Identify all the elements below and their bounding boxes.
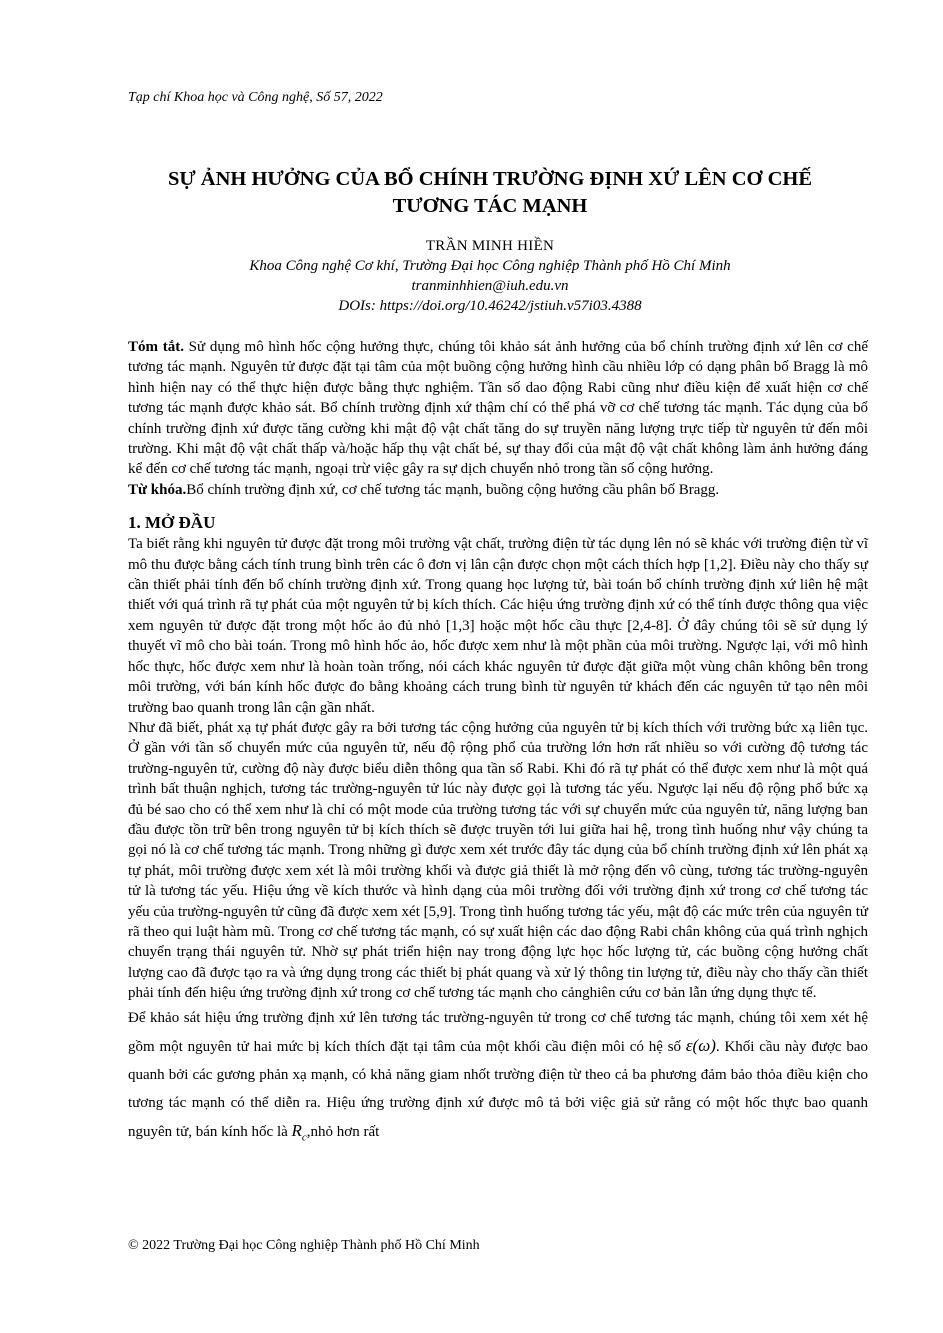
author-affiliation: Khoa Công nghệ Cơ khí, Trường Đại học Công nghiệp Thành phố Hồ Chí Minh — [249, 258, 731, 274]
paragraph-2: Như đã biết, phát xạ tự phát được gây ra bởi tương tác cộng hưởng của nguyên tử bị kích thích với trường bức xạ liên tục. Ở gần với tần số chuyển mức của nguyên tử, nếu độ rộng phổ của trường lớn hơn rất nhiều so với cường độ tương tác trường-nguyên tử, cường độ này được biểu diễn thông qua tần số Rabi. Khi đó rã tự phát có thể được xem như là một quá trình bất thuận nghịch, tương tác trường-nguyên tử lúc này được gọi là tương tác yếu. Ngược lại nếu độ rộng phổ bức xạ đủ bé sao cho có thể xem như là chỉ có một mode của trường tương tác với sự chuyển mức của nguyên tử, năng lượng ban đầu được tồn trữ bên trong nguyên tử bị kích thích sẽ được truyền tới lui giữa hai hệ, trong tình huống như vậy chúng ta gọi nó là cơ chế tương tác mạnh. Trong những gì được xem xét trước đây tác dụng của bổ chính trường định xứ lên phát xạ tự phát, môi trường được xem xét là môi trường khối và được giả thiết là mở rộng đến vô cùng, tương tác trường-nguyên tử là tương tác yếu. Hiệu ứng về kích thước và hình dạng của môi trường đối với trường định xứ trong cơ chế tương tác yếu của trường-nguyên tử cũng đã được xem xét [5,9]. Trong tình huống tương tác yếu, mật độ các mức trên của nguyên tử rã theo qui luật hàm mũ. Trong cơ chế tương tác mạnh, có sự xuất hiện các dao động Rabi chân không của quá trình nghịch chuyển trạng thái nguyên tử. Nhờ sự phát triển hiện nay trong động lực học hốc lượng tử, các buồng cộng hưởng chất lượng cao đã được tạo ra và ứng dụng trong các thiết bị phát quang và xử lý thông tin lượng tử, điều này cho thấy cần thiết phải tính đến hiệu ứng trường định xứ trong cơ chế tương tác mạnh cho cảnghiên cứu cơ bản lẫn ứng dụng thực tế. — [128, 719, 868, 1002]
paragraph-3-part-c: ,nhỏ hơn rất — [306, 1123, 380, 1140]
abstract-label: Tóm tắt. — [128, 339, 184, 355]
paragraph-3-part-b: . Khối cầu này được bao quanh bởi các gương phản xạ mạnh, có khả năng giam nhốt trường điện từ theo cả ba phương đảm bảo thỏa điều kiện cho tương tác mạnh có thể diễn ra. Hiệu ứng trường định xứ được mô tả bởi việc giả sử rằng có một hốc thực bao quanh nguyên tử, bán kính hốc là — [128, 1038, 869, 1140]
title-line-1: SỰ ẢNH HƯỞNG CỦA BỔ CHÍNH TRƯỜNG ĐỊNH XỨ LÊN CƠ CHẾ — [167, 168, 813, 190]
paragraph-3-part-a: Để khảo sát hiệu ứng trường định xứ lên tương tác trường-nguyên tử trong cơ chế tương tác mạnh, chúng tôi xem xét hệ gồm một nguyên tử hai mức bị kích thích đặt tại tâm của một khối cầu điện môi có hệ số — [128, 1009, 868, 1055]
paragraph-1: Ta biết rằng khi nguyên tử được đặt trong môi trường vật chất, trường điện từ tác dụng lên nó sẽ khác với trường điện từ vĩ mô thu được bằng cách tính trung bình trên các ô đơn vị lân cận được chọn một cách thích hợp [1,2]. Điều này cho thấy sự cần thiết phải tính đến bổ chính trường định xứ. Trong quang học lượng tử, bài toán bổ chính trường định xứ liên hệ mật thiết với quá trình rã tự phát của một nguyên tử bị kích thích. Các hiệu ứng trường định xứ có thể tính được thông qua việc xem nguyên tử được đặt trong một hốc ảo đủ nhỏ [1,3] hoặc một hốc cầu thực [2,4-8]. Ở đây chúng tôi sẽ sử dụng lý thuyết vĩ mô cho bài toán. Trong mô hình hốc ảo, hốc được xem như là một phần của môi trường. Ngược lại, với mô hình hốc thực, hốc được xem như là hoàn toàn trống, nói cách khác nguyên tử được đặt giữa một vùng chân không bên trong môi trường, với bán kính hốc được đo bằng khoảng cách trung bình từ nguyên tử khách đến các nguyên tử tạo nên môi trường bao quanh trong lân cận gần nhất. — [128, 536, 868, 716]
section-heading: 1. MỞ ĐẦU — [128, 513, 216, 533]
epsilon-omega-math: ε(ω) — [685, 1035, 716, 1055]
keywords-label: Từ khóa. — [128, 481, 187, 498]
keywords-text: Bổ chính trường định xứ, cơ chế tương tác mạnh, buồng cộng hưởng cầu phân bố Bragg. — [186, 481, 720, 498]
keywords — [128, 480, 868, 500]
abstract-text: Sử dụng mô hình hốc cộng hưởng thực, chúng tôi khảo sát ảnh hưởng của bổ chính trường định xứ lên cơ chế tương tác mạnh. Nguyên tử được đặt tại tâm của một buồng cộng hưởng hình cầu nhiều lớp có dạng phân bố Bragg là mô hình hiện nay có thể thực hiện được bằng thực nghiệm. Tần số dao động Rabi cũng như điều kiện để xuất hiện cơ chế tương tác mạnh được khảo sát. Bổ chính trường định xứ thậm chí có thể phá vỡ cơ chế tương tác mạnh. Tác dụng của bổ chính trường định xứ được tăng cường khi mật độ vật chất tăng do sự truyền năng lượng trực tiếp từ nguyên tử đến môi trường. Khi mật độ vật chất thấp và/hoặc hấp thụ vật chất bé, sự thay đổi của mật độ vật chất không làm ảnh hưởng đáng kể đến cơ chế tương tác mạnh, ngoại trừ việc gây ra sự dịch chuyển nhỏ trong tần số cộng hưởng. — [128, 339, 868, 478]
doi-link: DOIs: https://doi.org/10.46242/jstiuh.v57i03.4388 — [338, 298, 642, 314]
journal-header: Tạp chí Khoa học và Công nghệ, Số 57, 2022 — [128, 90, 383, 105]
cavity-radius-sub: c — [301, 1130, 307, 1143]
author-email: tranminhhien@iuh.edu.vn — [411, 278, 569, 294]
title-line-2: TƯƠNG TÁC MẠNH — [392, 195, 588, 217]
cavity-radius-math: $R_c$ — [291, 1120, 307, 1143]
author-name: TRẦN MINH HIỀN — [425, 238, 555, 254]
paper-title — [120, 166, 860, 220]
copyright-footer: © 2022 Trường Đại học Công nghiệp Thành phố Hồ Chí Minh — [128, 1238, 480, 1253]
abstract — [128, 337, 868, 480]
author-block — [120, 236, 860, 316]
paper-body — [128, 337, 868, 1151]
paragraph-3 — [128, 1004, 868, 1151]
